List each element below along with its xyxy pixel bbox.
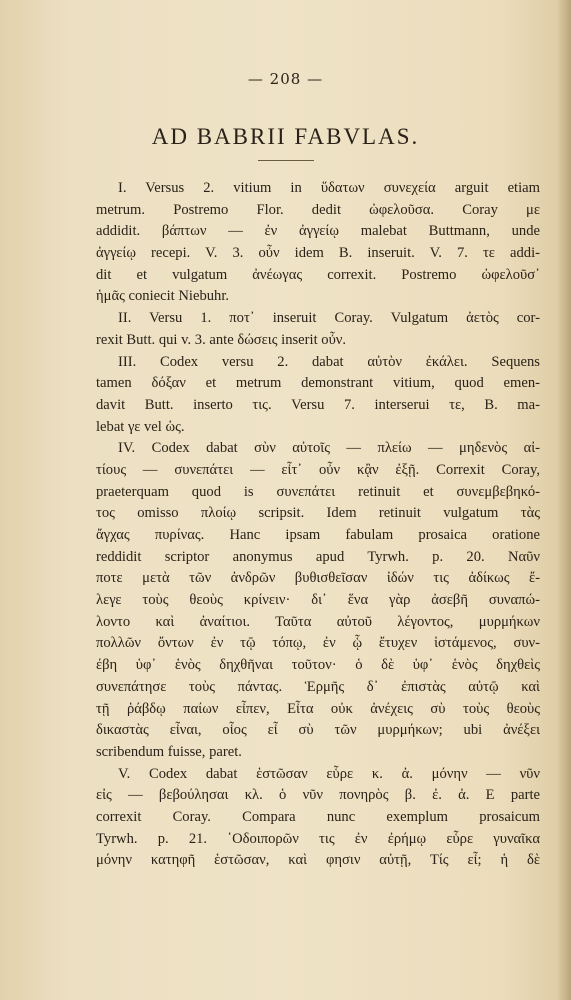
text-line: davit Butt. inserto τις. Versu 7. interserui τε, B. ma- xyxy=(96,396,540,413)
text-line: dit et vulgatum ἀνέωγας correxit. Postremo ὠφελοῦσ᾽ xyxy=(96,266,540,283)
text-line: μόνην κατηφῆ ἑστῶσαν, καὶ φησιν αὐτῇ, Τίς εἶ; ἡ δὲ xyxy=(96,852,540,869)
text-line: δικαστὰς εἶναι, οἷος εἶ σὺ τῶν μυρμήκων; ubi ἀνέξει xyxy=(96,722,540,739)
heading-rule xyxy=(258,160,314,161)
text-line: ποτε μετὰ τῶν ἀνδρῶν βυθισθεῖσαν ἰδών τις ἀδίκως ἔ- xyxy=(96,570,540,587)
text-line: III. Codex versu 2. dabat αὐτὸν ἐκάλει. Sequens xyxy=(118,353,540,370)
text-line: II. Versu 1. ποτ᾽ inseruit Coray. Vulgatum ἀετὸς cor- xyxy=(118,310,540,327)
text-line: correxit Coray. Compara nunc exemplum prosaicum xyxy=(96,808,540,825)
text-line: έβη ὑφ᾽ ἑνὸς δηχθῆναι τοῦτον· ὁ δὲ ὑφ᾽ ἑνὸς δηχθεὶς xyxy=(96,657,540,674)
text-line: scribendum fuisse, paret. xyxy=(96,743,242,760)
section-heading: AD BABRII FABVLAS. xyxy=(151,124,420,149)
text-line: metrum. Postremo Flor. dedit ὠφελοῦσα. Coray με xyxy=(96,201,540,218)
text-line: V. Codex dabat ἑστῶσαν εὗρε κ. ἀ. μόνην — νῦν xyxy=(118,765,540,782)
text-line: tamen δόξαν et metrum demonstrant vitium, quod emen- xyxy=(96,375,540,392)
text-line: rexit Butt. qui v. 3. ante δώσεις inserit οὖν. xyxy=(96,331,347,348)
text-line: τος omisso πλοίῳ scripsit. Idem retinuit vulgatum τὰς xyxy=(96,505,540,522)
text-line: ἡμᾶς coniecit Niebuhr. xyxy=(96,288,230,305)
text-line: ἄγχας πυρίνας. Hanc ipsam fabulam prosaica oratione xyxy=(96,527,540,543)
text-line: I. Versus 2. vitium in ὕδατων συνεχεία arguit etiam xyxy=(118,180,540,196)
text-line: τίους — συνεπάτει — εἶτ᾽ οὖν κᾂν ἐξῇ. Correxit Coray, xyxy=(96,461,540,478)
text-line: πολλῶν ὄντων ἐν τῷ τόπῳ, ἐν ᾧ ἔτυχεν ἱστάμενος, συν- xyxy=(96,635,540,652)
notes-body xyxy=(96,178,540,872)
text-line: συνεπάτησε τοὺς πάντας. Ἑρμῆς δ᾽ ἐπιστὰς αὐτῷ καὶ xyxy=(96,678,540,695)
text-line: ἀγγείῳ recepi. V. 3. οὖν idem B. inseruit. V. 7. τε addi- xyxy=(96,245,540,262)
text-line: addidit. βάπτων — ἐν ἀγγείῳ malebat Buttmann, unde xyxy=(96,223,540,240)
text-line: λοντο καὶ ἀναίτιοι. Ταῦτα αὐτοῦ λέγοντος, μυρμήκων xyxy=(96,613,540,630)
text-line: reddidit scriptor anonymus apud Tyrwh. p. 20. Ναῦν xyxy=(96,548,540,565)
text-line: IV. Codex dabat σὺν αὐτοῖς — πλείω — μηδενὸς αἰ- xyxy=(118,440,540,457)
text-line: εἰς — βεβούλησαι κλ. ὁ νῦν πονηρὸς β. ἐ. ἀ. E parte xyxy=(96,787,540,804)
text-line: lebat γε vel ὡς. xyxy=(96,418,185,435)
text-line: Tyrwh. p. 21. ῾Οδοιπορῶν τις ἐν ἐρήμῳ εὗρε γυναῖκα xyxy=(96,830,540,847)
page-number: — 208 — xyxy=(247,70,324,88)
page-edge-shadow xyxy=(557,0,571,1000)
text-line: τῇ ῥάβδῳ παίων εἶπεν, Εἶτα οὐκ ἀνέχεις σὺ τοὺς θεοὺς xyxy=(96,700,540,717)
text-line: praeterquam quod is συνεπάτει retinuit et συνεμβεβηκό- xyxy=(96,483,540,500)
text-line: λεγε τοὺς θεοὺς κρίνειν· δι᾽ ἕνα γὰρ ἀσεβῆ συναπώ- xyxy=(96,592,540,609)
